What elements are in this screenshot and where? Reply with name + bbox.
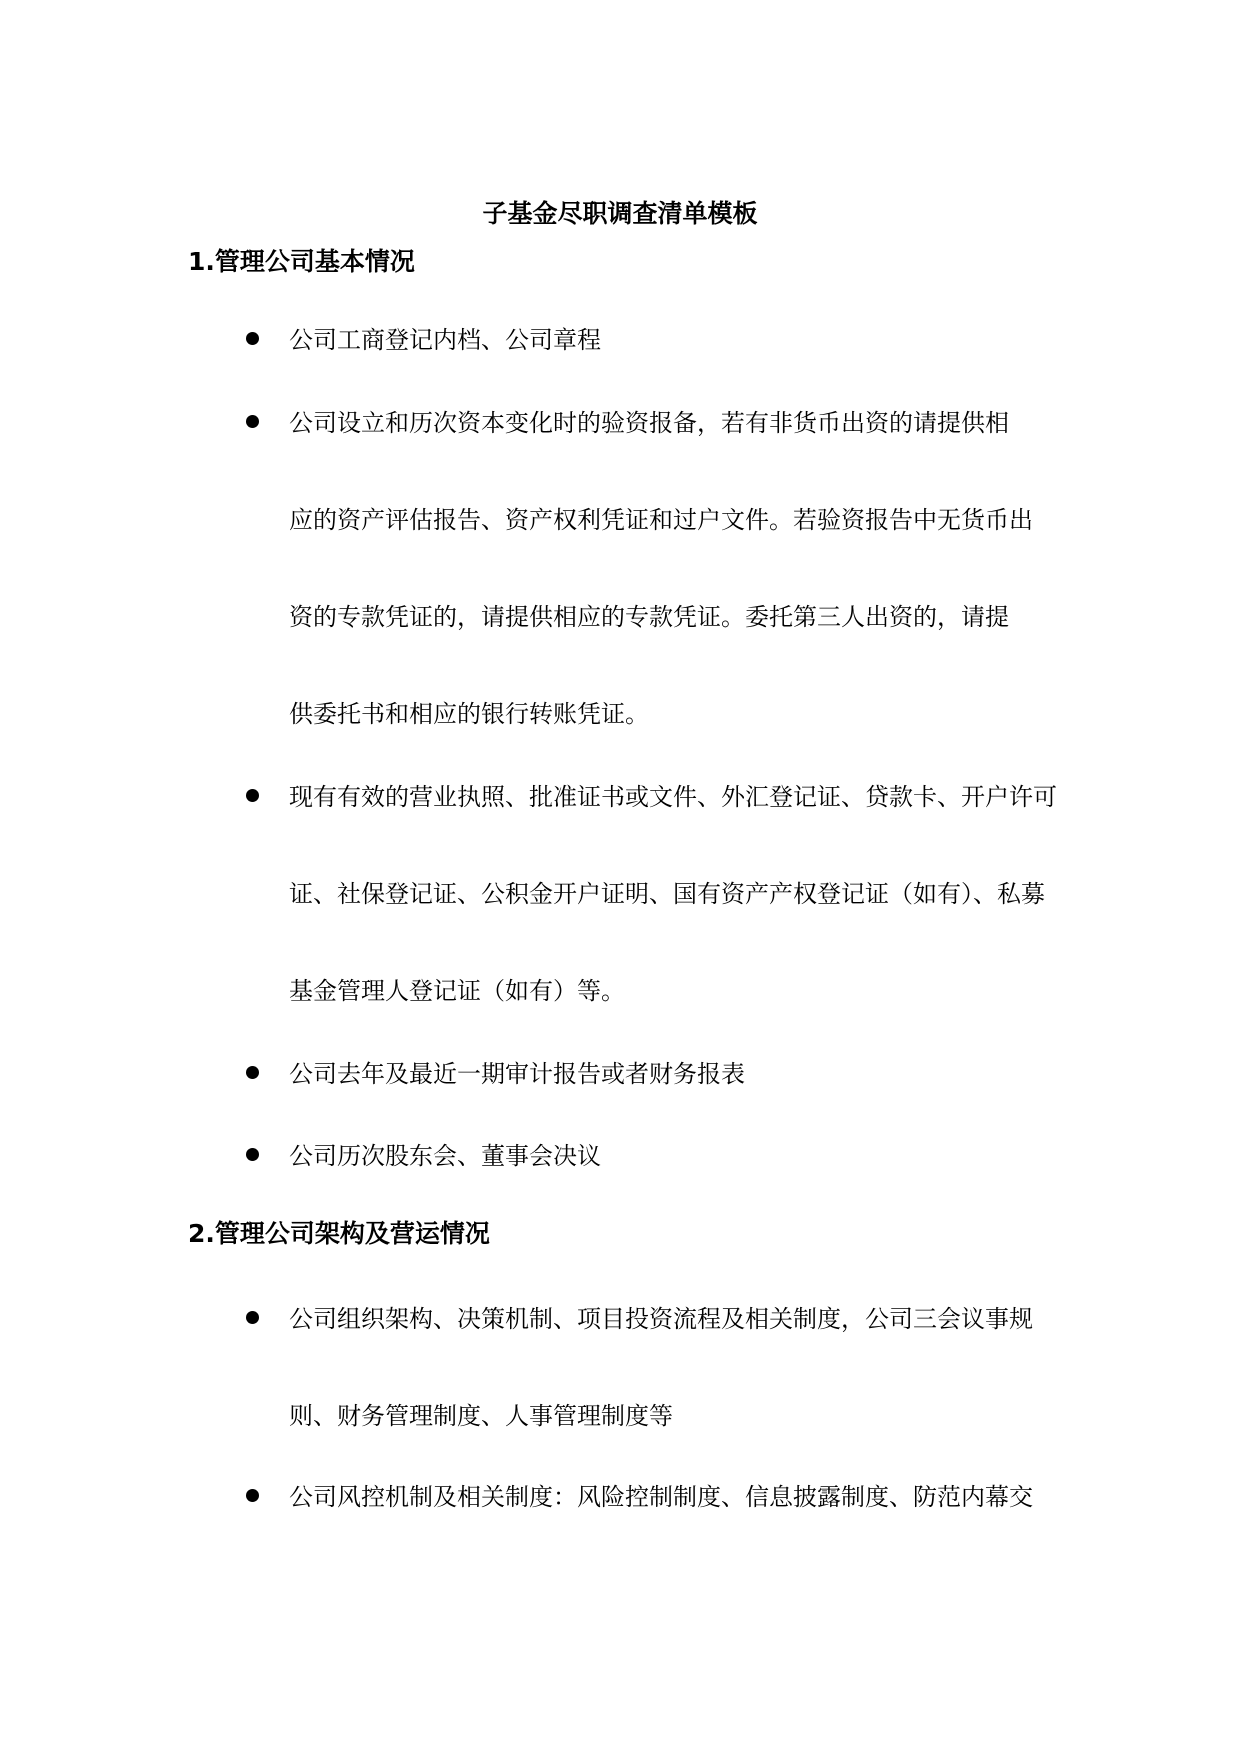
list-item-line: 公司组织架构、决策机制、项目投资流程及相关制度，公司三会议事规 xyxy=(289,1305,1033,1333)
list-item-line: 公司历次股东会、董事会决议 xyxy=(289,1142,601,1170)
list-item xyxy=(289,1108,1059,1205)
list-item-line: 证、社保登记证、公积金开户证明、国有资产产权登记证（如有）、私募 xyxy=(289,880,1045,908)
list-item-line: 公司风控机制及相关制度：风险控制制度、信息披露制度、防范内幕交 xyxy=(289,1483,1033,1511)
list-item-line: 供委托书和相应的银行转账凭证。 xyxy=(289,700,649,728)
list-item-line: 公司工商登记内档、公司章程 xyxy=(289,326,601,354)
section-heading-1: 1.管理公司基本情况 xyxy=(188,247,415,276)
bullet-icon xyxy=(246,1066,259,1079)
list-item xyxy=(289,1271,1059,1465)
list-item-line: 则、财务管理制度、人事管理制度等 xyxy=(289,1402,673,1430)
list-item-line: 现有有效的营业执照、批准证书或文件、外汇登记证、贷款卡、开户许可 xyxy=(289,783,1057,811)
bullet-icon xyxy=(246,1311,259,1324)
bullet-icon xyxy=(246,332,259,345)
bullet-icon xyxy=(246,1148,259,1161)
list-item-line: 应的资产评估报告、资产权利凭证和过户文件。若验资报告中无货币出 xyxy=(289,506,1033,534)
list-item-line: 资的专款凭证的，请提供相应的专款凭证。委托第三人出资的，请提 xyxy=(289,603,1009,631)
bullet-icon xyxy=(246,1489,259,1502)
list-item xyxy=(289,749,1059,1040)
list-item-line: 基金管理人登记证（如有）等。 xyxy=(289,977,625,1005)
list-item-line: 公司去年及最近一期审计报告或者财务报表 xyxy=(289,1060,745,1088)
document-title: 子基金尽职调查清单模板 xyxy=(482,199,758,228)
list-item xyxy=(289,375,1059,763)
list-item xyxy=(289,1449,1059,1546)
section-heading-2: 2.管理公司架构及营运情况 xyxy=(188,1219,490,1248)
bullet-icon xyxy=(246,789,259,802)
list-item-line: 公司设立和历次资本变化时的验资报备，若有非货币出资的请提供相 xyxy=(289,409,1009,437)
bullet-icon xyxy=(246,415,259,428)
